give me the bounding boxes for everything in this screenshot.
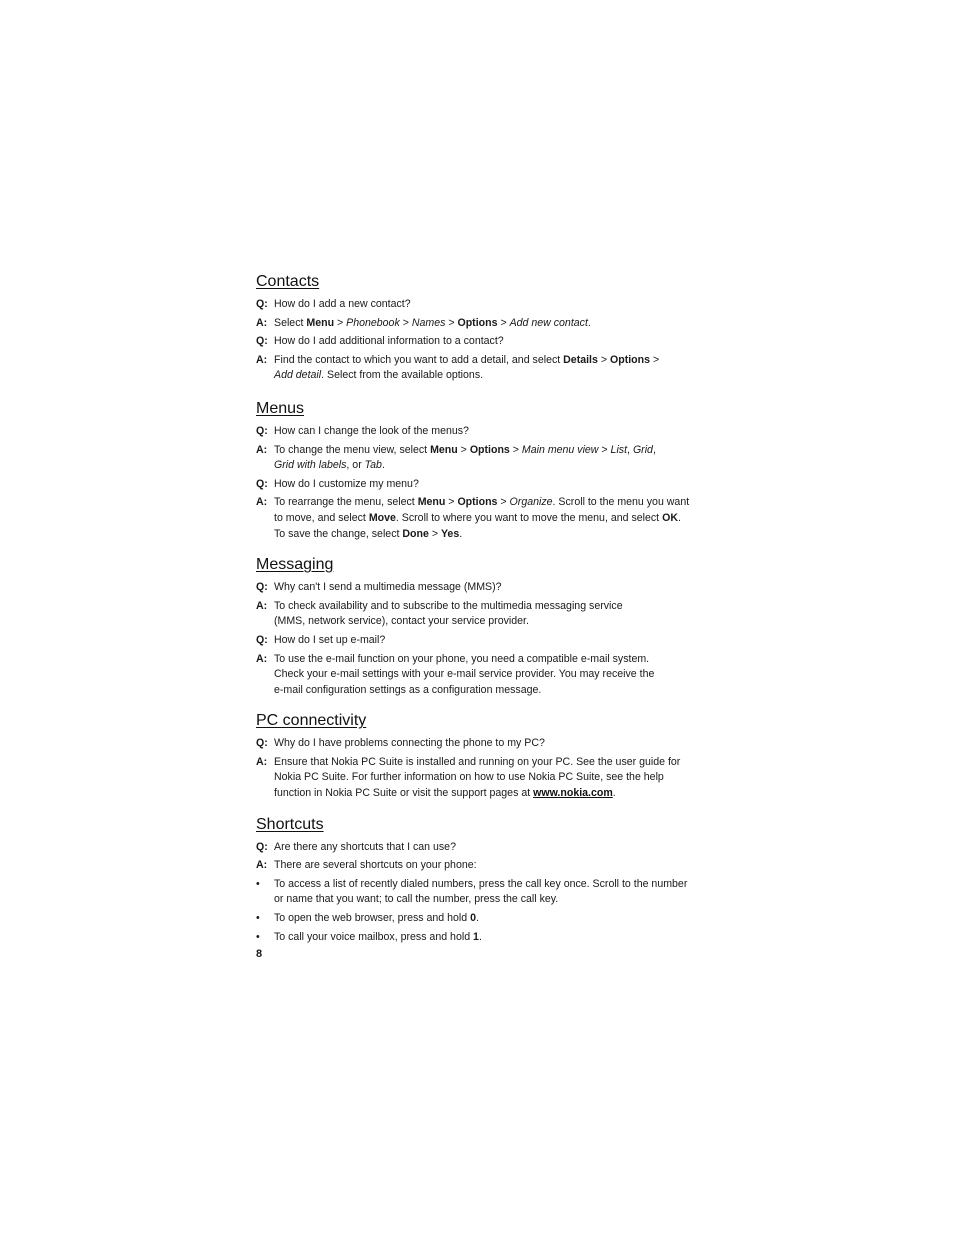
answer — [256, 599, 706, 630]
section-title-shortcuts: Shortcuts — [256, 815, 324, 833]
question-text: How do I add a new contact? — [274, 298, 411, 310]
bullet-icon: • — [256, 930, 260, 943]
answer-text: To check availability and to subscribe to the multimedia messaging service (MMS, network service), contact your service provider. — [274, 599, 623, 628]
question — [256, 477, 706, 493]
section-title-contacts: Contacts — [256, 273, 320, 290]
answer-label: A: — [256, 353, 268, 366]
question — [256, 633, 706, 649]
answer — [256, 353, 706, 384]
section-menus — [256, 398, 706, 542]
list-item-text: To call your voice mailbox, press and hold 1. — [274, 930, 482, 943]
question-label: Q: — [256, 633, 268, 646]
section-contacts — [256, 271, 706, 384]
list-item — [256, 911, 706, 927]
list-item — [256, 930, 706, 946]
answer-label: A: — [256, 599, 268, 612]
question-text: How can I change the look of the menus? — [274, 424, 469, 437]
question-text: Why can't I send a multimedia message (MMS)? — [274, 581, 502, 594]
answer-text: To change the menu view, select Menu > Options > Main menu view > List, Grid, Grid with labels, or Tab. — [274, 443, 656, 472]
answer-text: Ensure that Nokia PC Suite is installed and running on your PC. See the user guide for Nokia PC Suite. For further information on how to use Nokia PC Suite, see the help function in Nokia PC Suite or visit the support pages at www.nokia.com. — [274, 755, 681, 800]
answer — [256, 443, 706, 474]
section-title-menus: Menus — [256, 399, 305, 417]
question-label: Q: — [256, 477, 268, 490]
answer-label: A: — [256, 755, 268, 768]
answer-text: To rearrange the menu, select Menu > Options > Organize. Scroll to the menu you want to move, and select Move. Scroll to where you want to move the menu, and select OK. To save the change, select Done > Yes. — [274, 496, 690, 540]
answer — [256, 755, 706, 802]
question-label: Q: — [256, 298, 268, 310]
question-text: How do I customize my menu? — [274, 477, 419, 490]
answer — [256, 858, 706, 874]
list-item — [256, 877, 706, 908]
answer-text: There are several shortcuts on your phone: — [274, 859, 477, 872]
question-label: Q: — [256, 737, 268, 750]
list-item-text: To access a list of recently dialed numbers, press the call key once. Scroll to the number or name that you want; to call the number, press the call key. — [274, 877, 688, 906]
bullet-icon: • — [256, 877, 260, 890]
answer — [256, 316, 706, 332]
question — [256, 297, 706, 313]
section-shortcuts — [256, 814, 706, 946]
question — [256, 424, 706, 440]
question — [256, 736, 706, 752]
list-item-text: To open the web browser, press and hold 0. — [274, 912, 479, 925]
question — [256, 580, 706, 596]
question-label: Q: — [256, 840, 268, 853]
answer — [256, 495, 706, 542]
section-title-pc-connectivity: PC connectivity — [256, 712, 367, 730]
question — [256, 840, 706, 856]
section-messaging — [256, 554, 706, 698]
answer-text: Select Menu > Phonebook > Names > Options > Add new contact. — [274, 316, 591, 329]
answer-label: A: — [256, 443, 268, 456]
answer-label: A: — [256, 316, 268, 329]
section-pc-connectivity — [256, 710, 706, 801]
answer — [256, 652, 706, 699]
question-label: Q: — [256, 335, 268, 348]
question-label: Q: — [256, 424, 268, 437]
question-label: Q: — [256, 581, 268, 594]
question — [256, 334, 706, 350]
answer-label: A: — [256, 652, 268, 665]
question-text: How do I set up e-mail? — [274, 633, 386, 646]
section-title-messaging: Messaging — [256, 556, 334, 574]
answer-text: To use the e-mail function on your phone, you need a compatible e-mail system. Check your e-mail settings with your e-mail service provider. You may receive the e-mail configuration settings as a configuration message. — [274, 652, 655, 696]
answer-text: Find the contact to which you want to add a detail, and select Details > Options > Add detail. Select from the available options. — [274, 353, 660, 382]
question-text: Are there any shortcuts that I can use? — [274, 840, 456, 853]
answer-label: A: — [256, 859, 268, 872]
faq-page — [256, 271, 706, 948]
page-number: 8 — [256, 948, 263, 960]
bullet-icon: • — [256, 912, 260, 925]
nokia-website-link[interactable]: www.nokia.com — [533, 787, 613, 800]
question-text: How do I add additional information to a contact? — [274, 335, 504, 348]
answer-label: A: — [256, 496, 268, 509]
question-text: Why do I have problems connecting the phone to my PC? — [274, 737, 545, 750]
